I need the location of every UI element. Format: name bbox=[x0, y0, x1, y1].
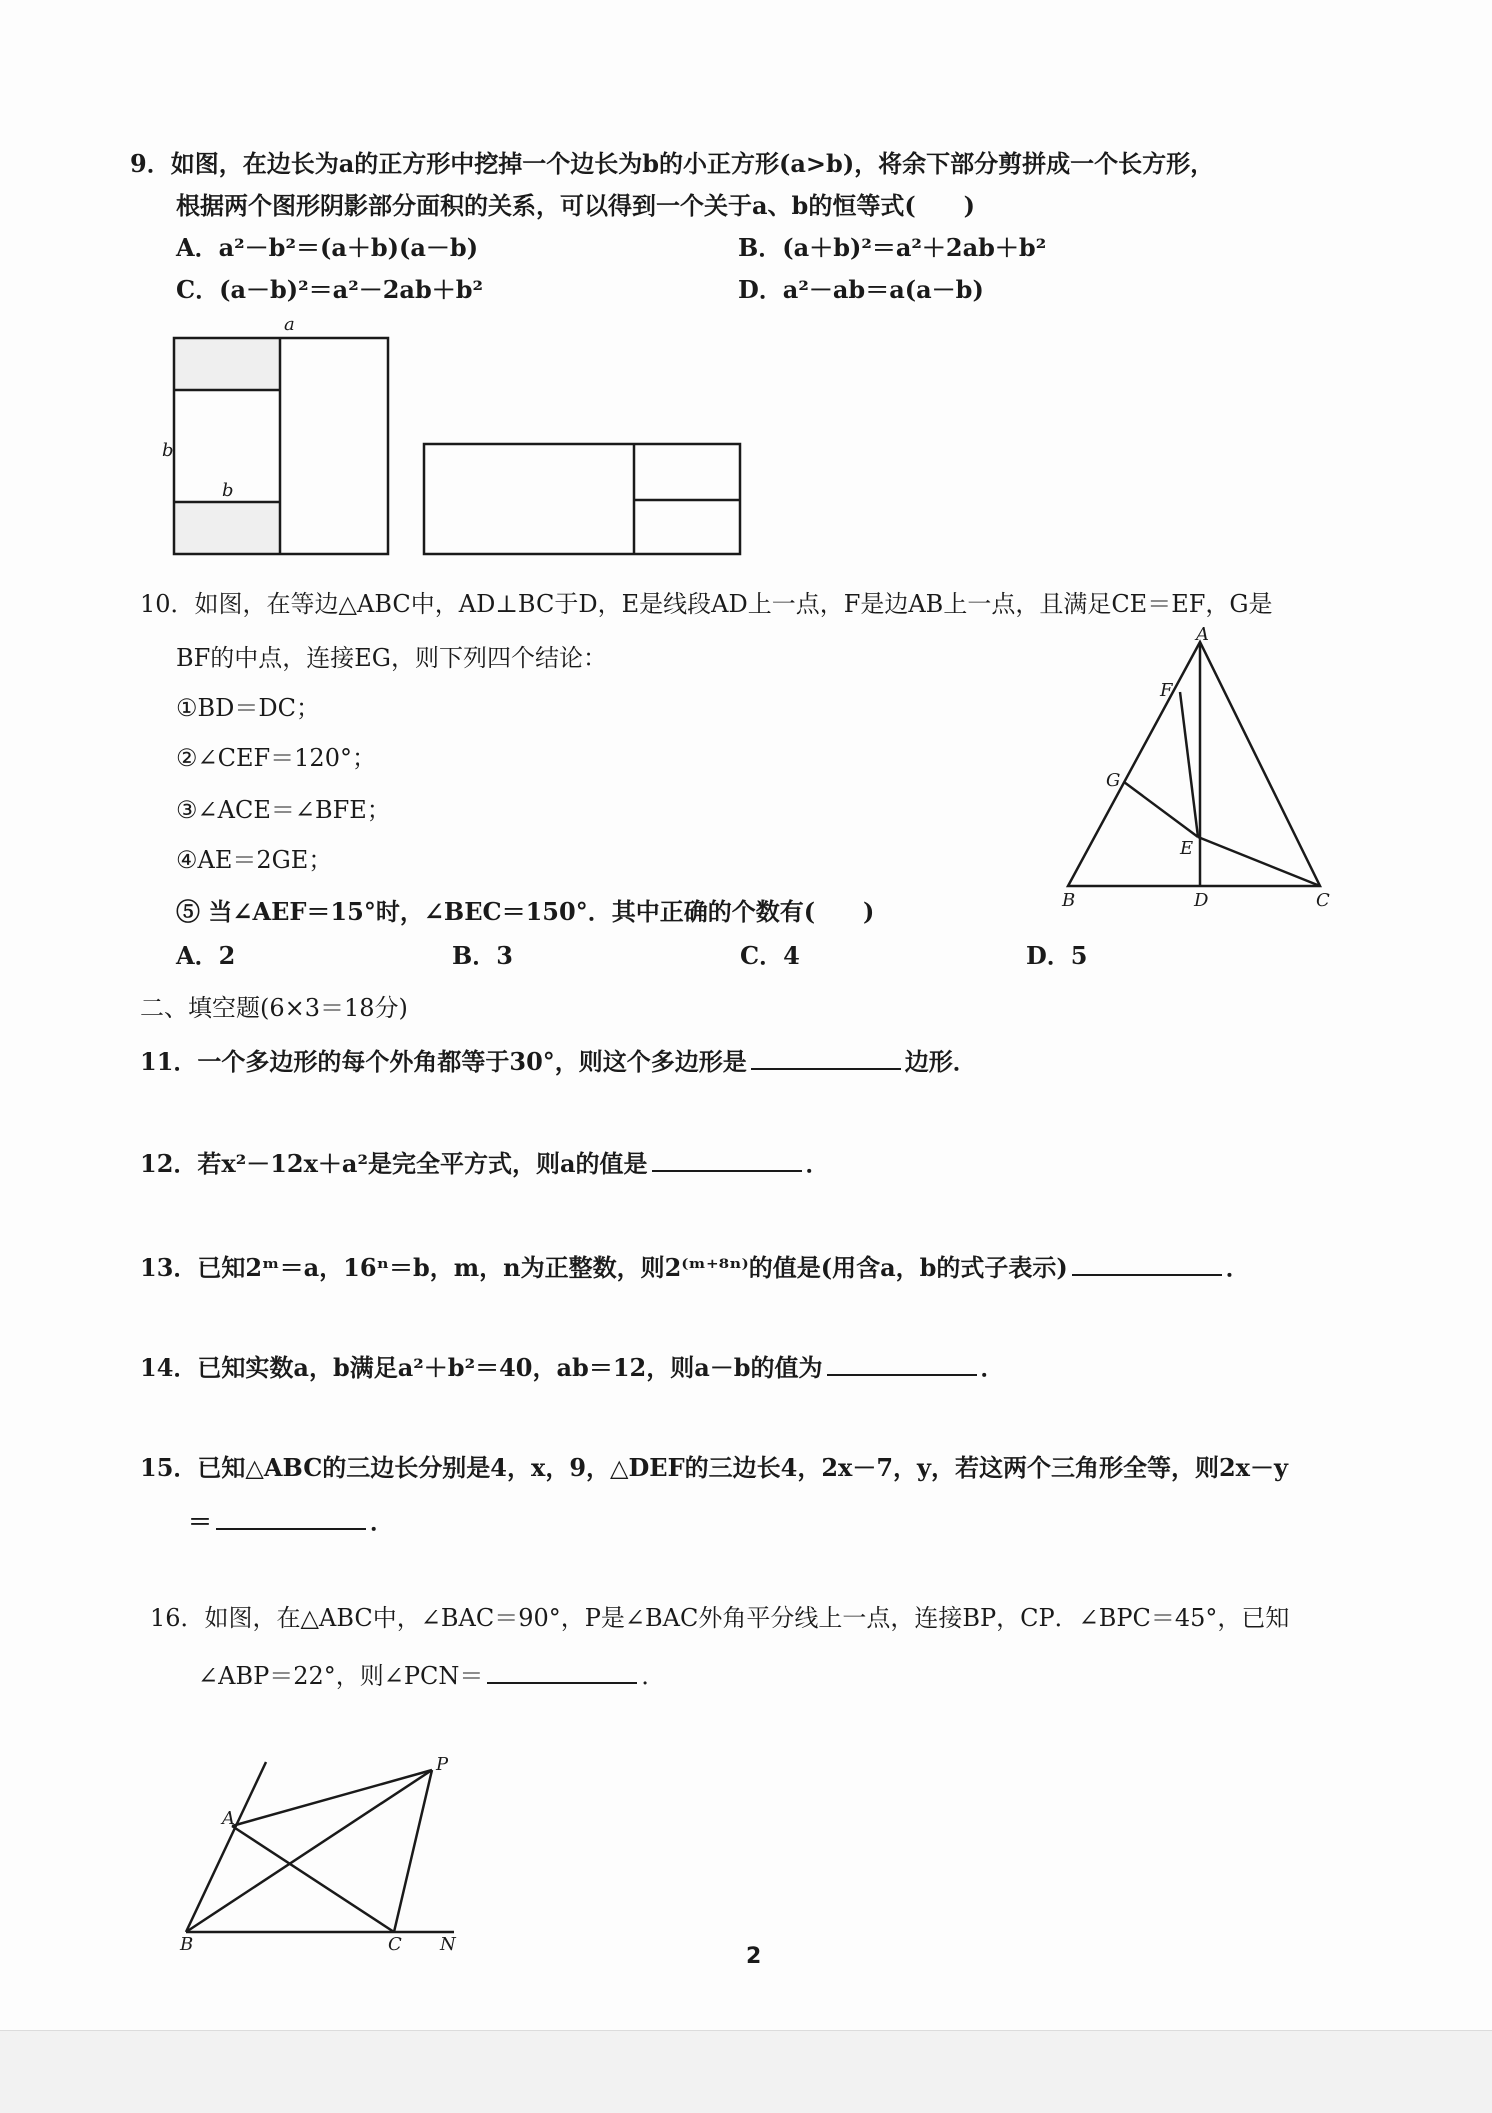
q16-figure bbox=[176, 1750, 476, 1955]
q16-label-c: C bbox=[388, 1934, 402, 1955]
q10-conclusion-3: ③∠ACE＝∠BFE； bbox=[176, 796, 391, 824]
q10-segment-ec bbox=[1198, 837, 1320, 886]
q9-label-b-inner: b bbox=[222, 480, 234, 501]
q10-figure bbox=[1050, 624, 1350, 911]
q16-label-n: N bbox=[440, 1934, 456, 1955]
q10-segment-ge bbox=[1124, 782, 1198, 837]
q10-label-e: E bbox=[1180, 838, 1194, 859]
q15-line1: 15．已知△ABC的三边长分别是4，x，9，△DEF的三边长4，2x－7，y，若这两个三角形全等，则2x－y bbox=[140, 1453, 1288, 1482]
q9-shade-bottom bbox=[174, 502, 280, 554]
q10-label-d: D bbox=[1194, 890, 1209, 911]
q13-answer-blank[interactable] bbox=[1072, 1250, 1222, 1276]
q10-label-f: F bbox=[1160, 680, 1173, 701]
q10-option-c: C．4 bbox=[740, 941, 800, 970]
q10-label-b: B bbox=[1062, 890, 1076, 911]
q9-option-a: A．a²－b²＝(a＋b)(a－b) bbox=[176, 233, 479, 262]
q15-eq: ＝ bbox=[188, 1507, 212, 1536]
q10-label-c: C bbox=[1316, 890, 1330, 911]
q16-line1: 16．如图，在△ABC中，∠BAC＝90°，P是∠BAC外角平分线上一点，连接BP，CP．∠BPC＝45°，已知 bbox=[150, 1604, 1290, 1632]
q10-segment-fe bbox=[1180, 692, 1198, 837]
q12-text: 12．若x²－12x＋a²是完全平方式，则a的值是 bbox=[140, 1149, 648, 1178]
q11 bbox=[140, 1044, 977, 1078]
viewer-bottom-strip bbox=[0, 2030, 1492, 2113]
q16-text: ∠ABP＝22°，则∠PCN＝ bbox=[198, 1662, 484, 1690]
q9-label-b-side: b bbox=[162, 440, 174, 461]
q10-line2: BF的中点，连接EG，则下列四个结论： bbox=[176, 644, 607, 672]
q16-segment-pc bbox=[394, 1770, 432, 1932]
q10-conclusion-5: ⑤ 当∠AEF＝15°时，∠BEC＝150°．其中正确的个数有( ) bbox=[176, 897, 875, 926]
q9-figure bbox=[160, 316, 760, 556]
q13 bbox=[140, 1250, 1250, 1284]
q9-label-a: a bbox=[284, 314, 295, 335]
q10-option-b: B．3 bbox=[452, 941, 513, 970]
q13-tail: ． bbox=[1225, 1253, 1250, 1282]
q16-label-p: P bbox=[436, 1754, 449, 1775]
page-number: 2 bbox=[746, 1944, 762, 1969]
q16-segment-ap bbox=[232, 1770, 432, 1826]
q11-tail: 边形． bbox=[904, 1047, 977, 1076]
q15-line2 bbox=[188, 1504, 394, 1538]
q12-tail: ． bbox=[805, 1149, 830, 1178]
q10-conclusion-2: ②∠CEF＝120°； bbox=[176, 744, 376, 772]
q9-option-d: D．a²－ab＝a(a－b) bbox=[738, 275, 984, 304]
q12 bbox=[140, 1146, 830, 1180]
q14 bbox=[140, 1350, 1005, 1384]
q11-text: 11．一个多边形的每个外角都等于30°，则这个多边形是 bbox=[140, 1047, 747, 1076]
section-2-heading: 二、填空题(6×3＝18分) bbox=[140, 994, 408, 1022]
q10-label-g: G bbox=[1106, 770, 1121, 791]
q9-line2: 根据两个图形阴影部分面积的关系，可以得到一个关于a、b的恒等式( ) bbox=[176, 191, 976, 220]
q12-answer-blank[interactable] bbox=[652, 1146, 802, 1172]
q15-tail: ． bbox=[370, 1507, 394, 1536]
q11-answer-blank[interactable] bbox=[751, 1044, 901, 1070]
q16-answer-blank[interactable] bbox=[487, 1658, 637, 1684]
q15-answer-blank[interactable] bbox=[216, 1504, 366, 1530]
q10-triangle-abc bbox=[1068, 642, 1320, 886]
q16-segment-ac bbox=[232, 1826, 394, 1932]
q14-text: 14．已知实数a，b满足a²＋b²＝40，ab＝12，则a－b的值为 bbox=[140, 1353, 823, 1382]
q16-label-a: A bbox=[222, 1808, 235, 1829]
q9-option-b: B．(a＋b)²＝a²＋2ab＋b² bbox=[738, 233, 1047, 262]
q9-shade-top bbox=[174, 338, 280, 390]
q16-label-b: B bbox=[180, 1934, 194, 1955]
q14-answer-blank[interactable] bbox=[827, 1350, 977, 1376]
q10-option-d: D．5 bbox=[1026, 941, 1088, 970]
q10-label-a: A bbox=[1196, 624, 1209, 645]
q10-conclusion-1: ①BD＝DC； bbox=[176, 694, 320, 722]
q10-line1: 10．如图，在等边△ABC中，AD⊥BC于D，E是线段AD上一点，F是边AB上一点，且满足CE＝EF，G是 bbox=[140, 590, 1273, 618]
q16-tail: ． bbox=[641, 1662, 666, 1690]
q9-line1: 9．如图，在边长为a的正方形中挖掉一个边长为b的小正方形(a>b)，将余下部分剪拼成一个长方形， bbox=[130, 149, 1215, 178]
q13-text: 13．已知2ᵐ＝a，16ⁿ＝b，m，n为正整数，则2⁽ᵐ⁺⁸ⁿ⁾的值是(用含a，b的式子表示) bbox=[140, 1253, 1068, 1282]
q14-tail: ． bbox=[980, 1353, 1005, 1382]
q16-line2 bbox=[198, 1658, 665, 1692]
q10-conclusion-4: ④AE＝2GE； bbox=[176, 846, 333, 874]
q9-option-c: C．(a－b)²＝a²－2ab＋b² bbox=[176, 275, 484, 304]
q10-option-a: A．2 bbox=[176, 941, 236, 970]
